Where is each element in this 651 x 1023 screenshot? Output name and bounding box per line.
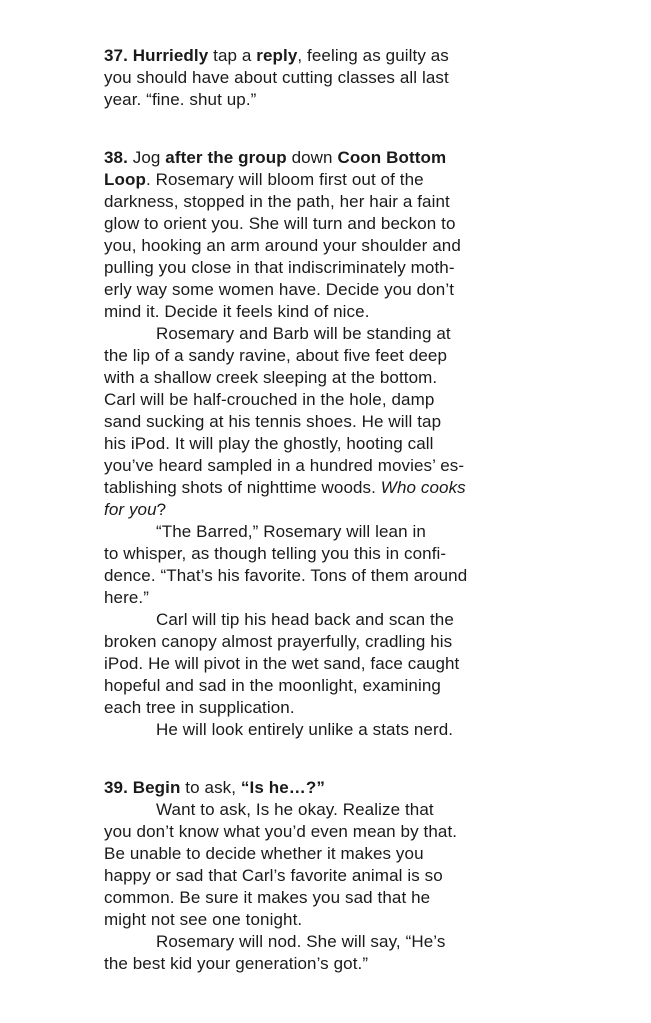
text-run: 39. Begin — [104, 778, 181, 797]
text-line — [104, 67, 534, 89]
text-run: Coon Bottom — [337, 148, 447, 167]
text-run: pulling you close in that indiscriminately moth- — [104, 258, 455, 277]
text-line — [104, 147, 534, 169]
text-line — [104, 499, 534, 521]
text-run: to ask, — [180, 778, 241, 797]
text-run: , feeling as guilty as — [297, 46, 449, 65]
text-run: “The Barred,” Rosemary will lean in — [156, 522, 426, 541]
text-run: the best kid your generation’s got.” — [104, 954, 369, 973]
text-line — [104, 323, 534, 345]
text-line — [104, 279, 534, 301]
text-run: you should have about cutting classes all last — [104, 68, 449, 87]
text-line — [104, 411, 534, 433]
text-run: might not see one tonight. — [104, 910, 303, 929]
text-run: iPod. He will pivot in the wet sand, face caught — [104, 654, 460, 673]
section-39 — [104, 777, 534, 975]
text-run: Carl will tip his head back and scan the — [156, 610, 454, 629]
text-run: happy or sad that Carl’s favorite animal is so — [104, 866, 443, 885]
text-run: glow to orient you. She will turn and beckon to — [104, 214, 456, 233]
text-run: Rosemary will nod. She will say, “He’s — [156, 932, 446, 951]
text-run: Rosemary and Barb will be standing at — [156, 324, 451, 343]
section-38 — [104, 147, 534, 741]
text-run: Want to ask, Is he okay. Realize that — [156, 800, 434, 819]
text-run: Carl will be half-crouched in the hole, damp — [104, 390, 435, 409]
text-run: reply — [256, 46, 298, 65]
text-run: common. Be sure it makes you sad that he — [104, 888, 431, 907]
text-run: tablishing shots of nighttime woods. — [104, 478, 381, 497]
text-run: Be unable to decide whether it makes you — [104, 844, 424, 863]
text-line — [104, 301, 534, 323]
text-run: his iPod. It will play the ghostly, hooting call — [104, 434, 434, 453]
text-run: here.” — [104, 588, 150, 607]
text-run: hopeful and sad in the moonlight, examining — [104, 676, 441, 695]
text-run: sand sucking at his tennis shoes. He will tap — [104, 412, 442, 431]
text-line — [104, 367, 534, 389]
text-line — [104, 477, 534, 499]
text-run: darkness, stopped in the path, her hair a faint — [104, 192, 450, 211]
text-line — [104, 565, 534, 587]
text-run: down — [286, 148, 338, 167]
text-run: with a shallow creek sleeping at the bottom. — [104, 368, 438, 387]
text-run: broken canopy almost prayerfully, cradling his — [104, 632, 453, 651]
text-line — [104, 89, 534, 111]
text-line — [104, 719, 534, 741]
text-line — [104, 257, 534, 279]
text-line — [104, 345, 534, 367]
text-line — [104, 843, 534, 865]
text-run: to whisper, as though telling you this in confi- — [104, 544, 447, 563]
text-run: Jog — [127, 148, 166, 167]
text-run: you’ve heard sampled in a hundred movies’ es- — [104, 456, 465, 475]
text-column — [104, 45, 534, 975]
text-line — [104, 799, 534, 821]
text-line — [104, 609, 534, 631]
text-line — [104, 191, 534, 213]
text-line — [104, 213, 534, 235]
text-run: you, hooking an arm around your shoulder and — [104, 236, 461, 255]
text-run: 37. Hurriedly — [104, 46, 209, 65]
text-line — [104, 631, 534, 653]
text-run: each tree in supplication. — [104, 698, 295, 717]
text-line — [104, 235, 534, 257]
text-line — [104, 455, 534, 477]
text-run: the lip of a sandy ravine, about five feet deep — [104, 346, 448, 365]
text-line — [104, 697, 534, 719]
text-line — [104, 865, 534, 887]
text-line — [104, 821, 534, 843]
text-run: Loop — [104, 170, 146, 189]
text-run: . Rosemary will bloom first out of the — [145, 170, 424, 189]
text-run: after the group — [165, 148, 287, 167]
text-run: you don’t know what you’d even mean by that. — [104, 822, 458, 841]
text-line — [104, 931, 534, 953]
text-line — [104, 169, 534, 191]
text-line — [104, 433, 534, 455]
text-line — [104, 389, 534, 411]
section-37 — [104, 45, 534, 111]
text-line — [104, 45, 534, 67]
text-run: for you — [104, 500, 157, 519]
text-run: He will look entirely unlike a stats nerd. — [156, 720, 454, 739]
text-run: 38. — [104, 148, 128, 167]
text-run: year. “fine. shut up.” — [104, 90, 257, 109]
text-line — [104, 543, 534, 565]
text-line — [104, 777, 534, 799]
text-run: Who cooks — [380, 478, 466, 497]
text-line — [104, 675, 534, 697]
text-line — [104, 909, 534, 931]
text-line — [104, 653, 534, 675]
text-line — [104, 521, 534, 543]
text-line — [104, 953, 534, 975]
text-line — [104, 887, 534, 909]
text-run: dence. “That’s his favorite. Tons of them around — [104, 566, 468, 585]
text-run: tap a — [208, 46, 257, 65]
text-run: “Is he…?” — [240, 778, 325, 797]
text-run: ? — [156, 500, 167, 519]
text-run: erly way some women have. Decide you don’t — [104, 280, 455, 299]
text-run: mind it. Decide it feels kind of nice. — [104, 302, 370, 321]
text-line — [104, 587, 534, 609]
